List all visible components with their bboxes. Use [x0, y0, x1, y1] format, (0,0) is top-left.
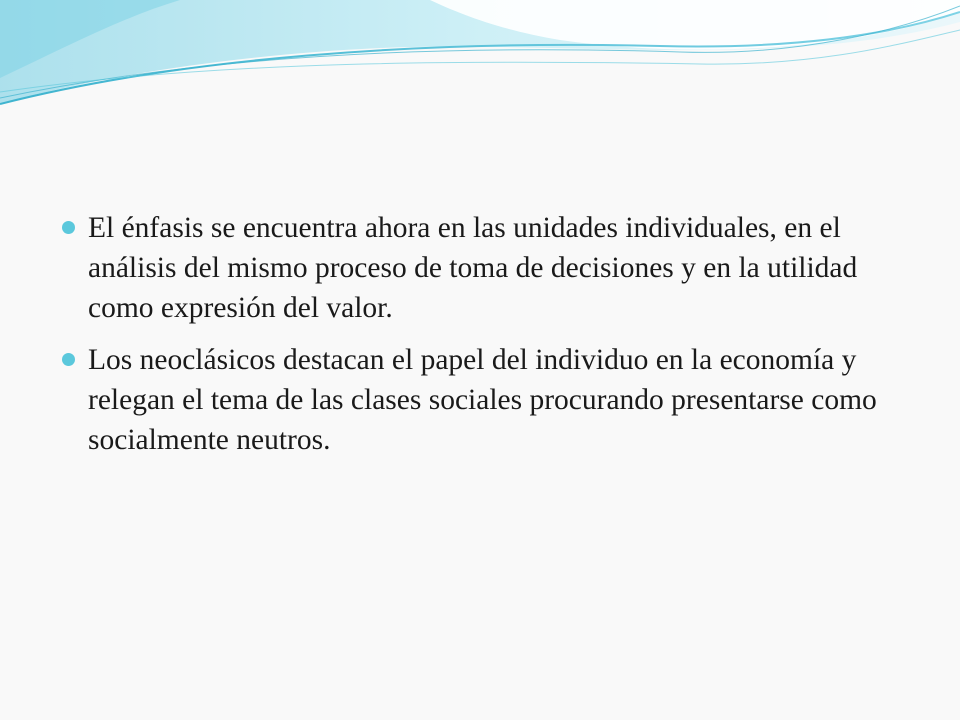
bullet-item — [62, 340, 922, 460]
bullet-list — [62, 208, 922, 460]
bullet-dot-icon — [62, 221, 75, 234]
bullet-dot-icon — [62, 353, 75, 366]
bullet-text: El énfasis se encuentra ahora en las unidades individuales, en el análisis del mismo proceso de toma de decisiones y en la utilidad como expresión del valor. — [88, 212, 858, 324]
content-area — [62, 208, 922, 472]
bullet-text: Los neoclásicos destacan el papel del individuo en la economía y relegan el tema de las clases sociales procurando presentarse como socialmente neutros. — [88, 344, 877, 456]
header-wave-decoration — [0, 0, 960, 120]
bullet-item — [62, 208, 922, 328]
